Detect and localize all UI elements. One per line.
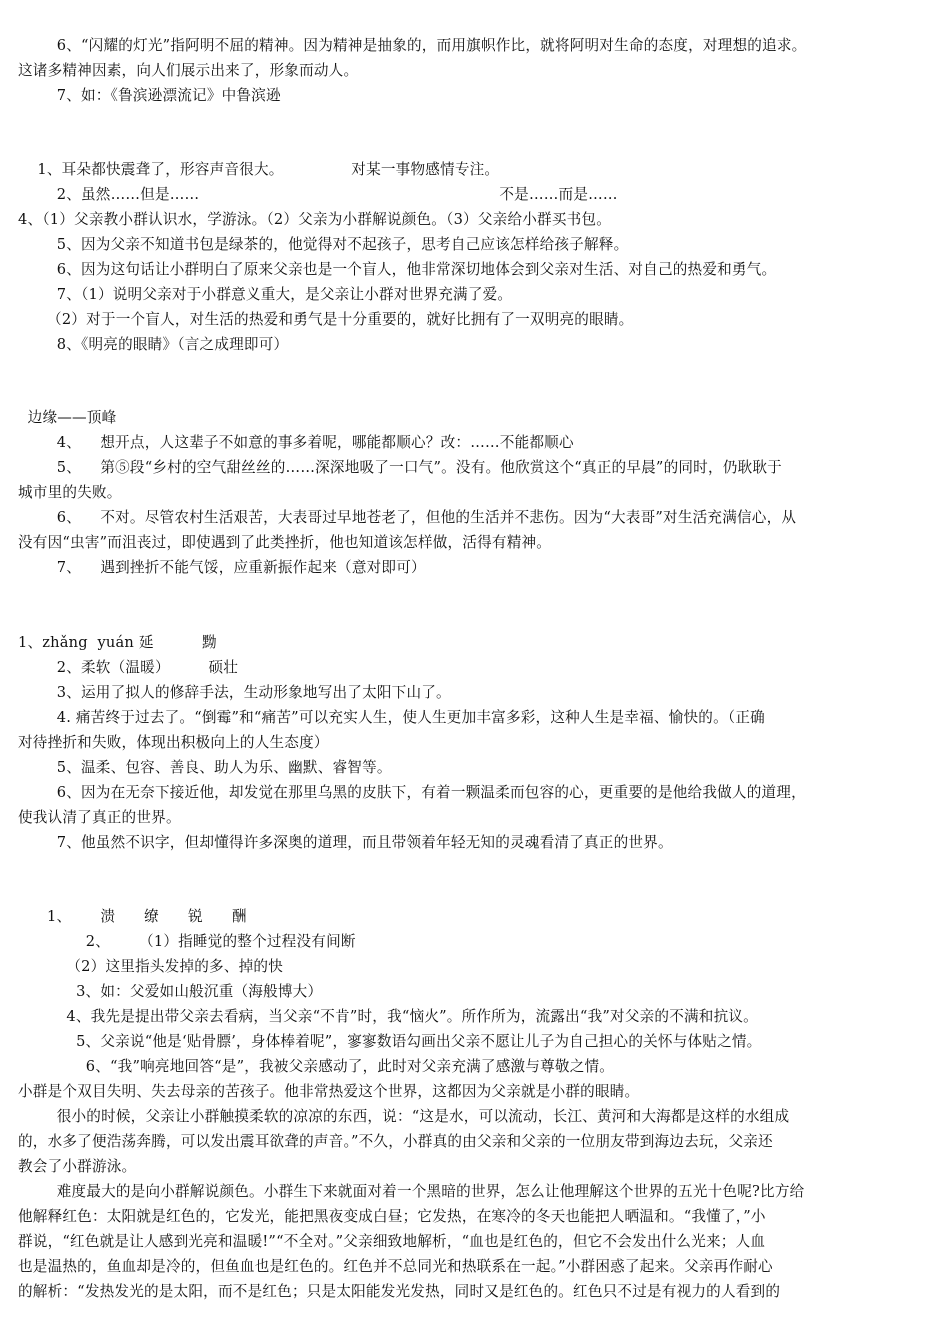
text-line: 4、我先是提出带父亲去看病，当父亲“不肯”时，我“恼火”。所作所为，流露出“我”对父亲的不满和抗议。 <box>18 1008 758 1025</box>
text-line: 6、 不对。尽管农村生活艰苦，大表哥过早地苍老了，但他的生活并不悲伤。因为“大表哥”对生活充满信心，从 <box>18 509 797 526</box>
text-line: 1、耳朵都快震聋了，形容声音很大。 对某一事物感情专注。 <box>18 161 500 178</box>
text-line: 4. 痛苦终于过去了。“倒霉”和“痛苦”可以充实人生，使人生更加丰富多彩，这种人生是幸福、愉快的。（正确 <box>18 709 765 726</box>
text-line: 8、《明亮的眼睛》（言之成理即可） <box>18 336 289 353</box>
text-line: 难度最大的是向小群解说颜色。小群生下来就面对着一个黑暗的世界，怎么让他理解这个世界的五光十色呢?比方给 <box>18 1183 805 1200</box>
text-line: 他解释红色：太阳就是红色的，它发光，能把黑夜变成白昼；它发热，在寒冷的冬天也能把人晒温和。“我懂了，”小 <box>18 1208 766 1225</box>
text-line: 的，水多了便浩荡奔腾，可以发出震耳欲聋的声音。”不久，小群真的由父亲和父亲的一位朋友带到海边去玩，父亲还 <box>18 1133 773 1150</box>
text-line: 对待挫折和失败，体现出积极向上的人生态度） <box>18 734 329 751</box>
text-line: 6、“我”响亮地回答“是”，我被父亲感动了，此时对父亲充满了感激与尊敬之情。 <box>18 1058 615 1075</box>
text-line: 2、虽然……但是…… 不是……而是…… <box>18 186 618 203</box>
text-line: 1、zhǎng yuán 延 黝 <box>18 634 217 651</box>
text-line: 5、因为父亲不知道书包是绿茶的，他觉得对不起孩子，思考自己应该怎样给孩子解释。 <box>18 236 629 253</box>
text-line: （2）对于一个盲人，对生活的热爱和勇气是十分重要的，就好比拥有了一双明亮的眼睛。 <box>18 311 634 328</box>
text-line: 教会了小群游泳。 <box>18 1158 137 1175</box>
text-line: （2）这里指头发掉的多、掉的快 <box>18 958 283 975</box>
text-line: 的解析：“发热发光的是太阳，而不是红色；只是太阳能发光发热，同时又是红色的。红色只不过是有视力的人看到的 <box>18 1283 781 1300</box>
text-line: 5、温柔、包容、善良、助人为乐、幽默、睿智等。 <box>18 759 392 776</box>
text-line: 7、如：《鲁滨逊漂流记》中鲁滨逊 <box>18 87 281 104</box>
text-line: 7、（1）说明父亲对于小群意义重大，是父亲让小群对世界充满了爱。 <box>18 286 513 303</box>
text-line: 2、 （1）指睡觉的整个过程没有间断 <box>18 933 356 950</box>
text-line: 使我认清了真正的世界。 <box>18 809 181 826</box>
text-line: 6、“闪耀的灯光”指阿明不屈的精神。因为精神是抽象的，而用旗帜作比，就将阿明对生命的态度，对理想的追求。 <box>18 37 807 54</box>
text-line: 3、如：父爱如山般沉重（海般博大） <box>18 983 323 1000</box>
text-line: 2、柔软（温暖） 硕壮 <box>18 659 239 676</box>
text-line: 6、因为这句话让小群明白了原来父亲也是一个盲人，他非常深切地体会到父亲对生活、对自己的热爱和勇气。 <box>18 261 777 278</box>
text-line: 也是温热的，鱼血却是冷的，但鱼血也是红色的。红色并不总同光和热联系在一起。”小群困惑了起来。父亲再作耐心 <box>18 1258 773 1275</box>
text-line: 城市里的失败。 <box>18 484 122 501</box>
text-line: 群说，“红色就是让人感到光亮和温暖!”“不全对。”父亲细致地解析，“血也是红色的，但它不会发出什么光来；人血 <box>18 1233 766 1250</box>
text-line: 4、 想开点，人这辈子不如意的事多着呢，哪能都顺心？改：……不能都顺心 <box>18 434 574 451</box>
text-line: 7、他虽然不识字，但却懂得许多深奥的道理，而且带领着年轻无知的灵魂看清了真正的世界。 <box>18 834 673 851</box>
text-line: 这诸多精神因素，向人们展示出来了，形象而动人。 <box>18 62 359 79</box>
text-line: 很小的时候，父亲让小群触摸柔软的凉凉的东西，说：“这是水，可以流动，长江、黄河和大海都是这样的水组成 <box>18 1108 790 1125</box>
text-line: 7、 遇到挫折不能气馁，应重新振作起来（意对即可） <box>18 559 426 576</box>
text-line: 5、 第⑤段“乡村的空气甜丝丝的……深深地吸了一口气”。没有。他欣赏这个“真正的早晨”的同时，仍耿耿于 <box>18 459 782 476</box>
text-line: 1、 溃 缭 锐 酬 <box>18 908 247 925</box>
text-line: 5、父亲说“他是‘贴骨膘’，身体棒着呢”，寥寥数语勾画出父亲不愿让儿子为自己担心的关怀与体贴之情。 <box>18 1033 762 1050</box>
text-line: 没有因“虫害”而沮丧过，即使遇到了此类挫折，他也知道该怎样做，活得有精神。 <box>18 534 552 551</box>
text-line: 4、（1）父亲教小群认识水，学游泳。（2）父亲为小群解说颜色。（3）父亲给小群买书包。 <box>18 211 611 228</box>
text-line: 6、因为在无奈下接近他，却发觉在那里乌黑的皮肤下，有着一颗温柔而包容的心，更重要的是他给我做人的道理， <box>18 784 806 801</box>
text-line: 边缘——顶峰 <box>18 409 117 426</box>
text-line: 3、运用了拟人的修辞手法，生动形象地写出了太阳下山了。 <box>18 684 451 701</box>
text-line: 小群是个双目失明、失去母亲的苦孩子。他非常热爱这个世界，这都因为父亲就是小群的眼睛。 <box>18 1083 640 1100</box>
